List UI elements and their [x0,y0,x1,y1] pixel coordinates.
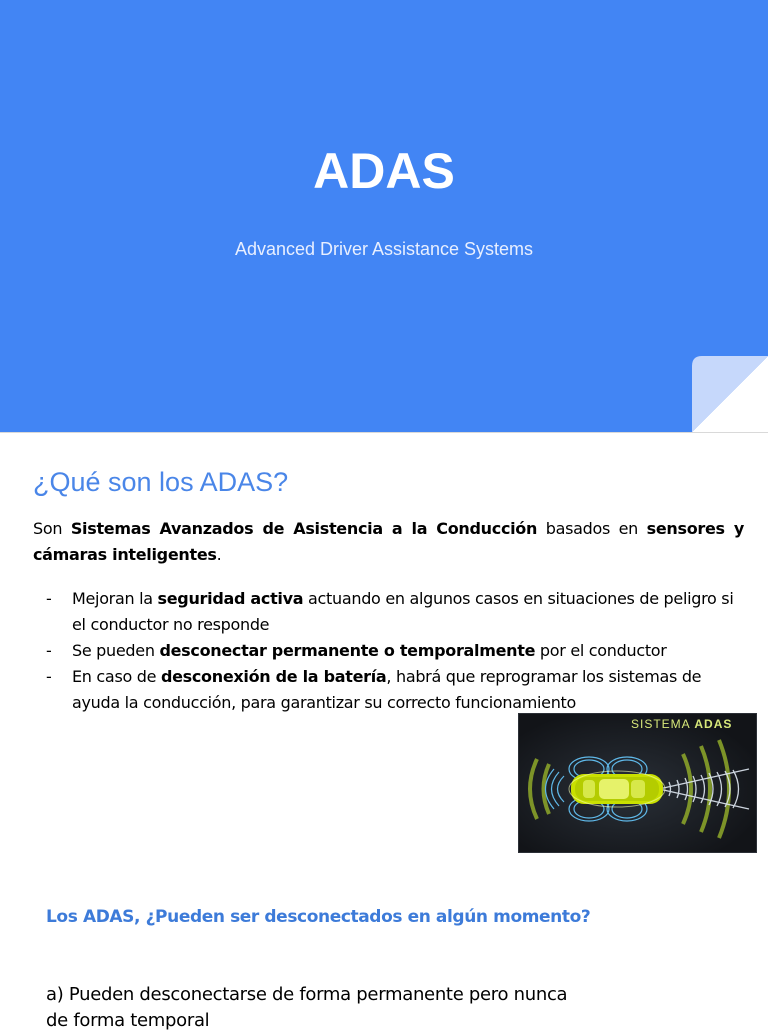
quiz-answer-option[interactable]: a) Pueden desconectarse de forma permanente pero nunca de forma temporal [46,984,568,1031]
image-label: SISTEMA [631,717,695,731]
page-corner-fold-icon [692,356,768,432]
intro-paragraph [33,516,744,568]
svg-text:SISTEMA ADAS [631,717,732,731]
bullet-dash: - [46,667,52,686]
bullet-bold: desconexión de la batería [160,667,387,686]
intro-text: . [216,545,222,564]
image-label-bold: ADAS [694,717,733,731]
bullet-text: Mejoran la [72,589,158,608]
list-item [33,638,749,664]
bullet-text: , habrá que reprogramar los sistemas de ayuda la conducción, para garantizar su correcto funcionamiento [72,667,702,712]
intro-text: Son [33,519,71,538]
list-item [33,586,749,638]
bullet-bold: seguridad activa [157,589,304,608]
adas-system-image [518,713,757,853]
feature-list [33,586,749,716]
slide-subtitle: Advanced Driver Assistance Systems [234,239,534,259]
section-heading: ¿Qué son los ADAS? [33,467,289,497]
car-sensor-waves-icon [519,714,756,852]
intro-bold-term: sensores y cámaras inteligentes [33,519,744,564]
title-slide [0,0,768,432]
bullet-dash: - [46,589,52,608]
bullet-text: por el conductor [535,641,667,660]
bullet-text: Se pueden [72,641,160,660]
intro-bold-term: Sistemas Avanzados de Asistencia a la Conducción [70,519,538,538]
slide-divider [0,432,768,433]
intro-text: basados en [537,519,647,538]
bullet-bold: desconectar permanente o temporalmente [159,641,536,660]
bullet-text: En caso de [72,667,161,686]
bullet-text: actuando en algunos casos en situaciones de peligro si el conductor no responde [72,589,734,634]
list-item [33,664,749,716]
bullet-dash: - [46,641,52,660]
slide-title: ADAS [313,143,455,199]
quiz-question: Los ADAS, ¿Pueden ser desconectados en algún momento? [46,907,591,927]
